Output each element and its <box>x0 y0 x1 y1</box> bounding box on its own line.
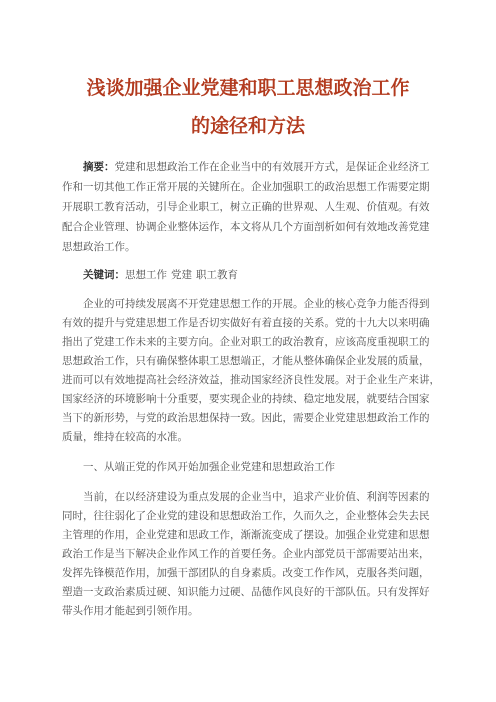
keyword: 党建 <box>171 269 192 281</box>
body-line: 进而可以有效地提高社会经济效益，推动国家经济良性发展。对于企业生产来讲， <box>62 374 440 386</box>
body-line: 思想政治工作，只有确保整体职工思想端正，才能从整体确保企业发展的质量， <box>62 355 430 367</box>
body-line: 质量，维持在较高的水准。 <box>62 431 188 443</box>
abstract-line: 作和一切其他工作正常开展的关键所在。企业加强职工的政治思想工作需要定期 <box>62 181 430 193</box>
body-line: 发挥先锋模范作用，加强干部团队的自身素质。改变工作作风，克服各类问题， <box>62 567 430 579</box>
document-title-line-1: 浅谈加强企业党建和职工思想政治工作 <box>86 77 410 99</box>
keyword: 思想工作 <box>125 269 167 281</box>
keyword: 职工教育 <box>196 269 238 281</box>
keywords-label: 关键词： <box>83 269 125 281</box>
abstract-line: 摘要：党建和思想政治工作在企业当中的有效展开方式，是保证企业经济工 <box>83 161 430 173</box>
body-line: 同时，往往弱化了企业党的建设和思想政治工作，久而久之，企业整体会失去民 <box>62 510 430 522</box>
abstract-line: 配合企业管理、协调企业整体运作，本文将从几个方面剖析如何有效地改善党建 <box>62 221 430 233</box>
body-line: 有效的提升与党建思想工作是否切实做好有着直接的关系。党的十九大以来明确 <box>62 317 430 329</box>
abstract-label: 摘要： <box>83 161 115 173</box>
body-line: 带头作用才能起到引领作用。 <box>62 605 199 617</box>
abstract-line: 思想政治工作。 <box>62 241 136 253</box>
body-line: 主管理的作用，企业党建和思政工作，渐渐流变成了摆设。加强企业党建和思想 <box>62 529 430 541</box>
section-heading: 一、从端正党的作风开始加强企业党建和思想政治工作 <box>83 461 335 473</box>
document-title-line-2: 的途径和方法 <box>190 115 305 137</box>
keywords-line <box>83 269 238 282</box>
body-line: 企业的可持续发展离不开党建思想工作的开展。企业的核心竞争力能否得到 <box>83 298 430 310</box>
body-line: 当下的新形势，与党的政治思想保持一致。因此，需要企业党建思想政治工作的 <box>62 412 430 424</box>
body-line: 指出了党建工作未来的主要方向。企业对职工的政治教育，应该高度重视职工的 <box>62 336 430 348</box>
body-line: 当前，在以经济建设为重点发展的企业当中，追求产业价值、利润等因素的 <box>83 491 430 503</box>
body-line: 政治工作是当下解决企业作风工作的首要任务。企业内部党员干部需要站出来， <box>62 548 430 560</box>
abstract-line: 开展职工教育活动，引导企业职工，树立正确的世界观、人生观、价值观。有效 <box>62 201 430 213</box>
body-line: 国家经济的环境影响十分重要，要实现企业的持续、稳定地发展，就要结合国家 <box>62 393 430 405</box>
body-line: 塑造一支政治素质过硬、知识能力过硬、品德作风良好的干部队伍。只有发挥好 <box>62 586 430 598</box>
